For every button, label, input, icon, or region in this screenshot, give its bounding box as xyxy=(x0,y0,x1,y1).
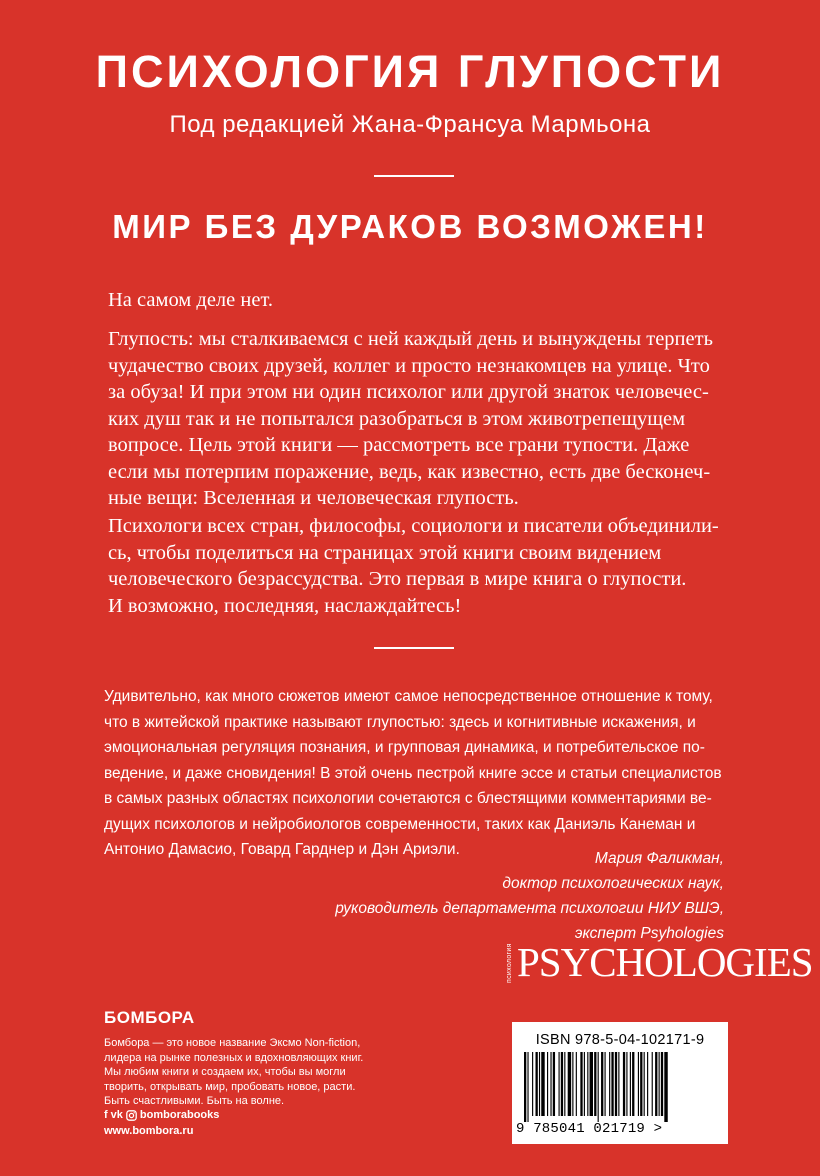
body-paragraph-2: Глупость: мы сталкиваемся с ней каждый день и вынуждены терпеть чудачество своих друзей, коллег и просто незнакомцев на улице. Что за обуза! И при этом ни один психолог или другой знаток человечес- ких душ так и не попытался разобраться в этом животрепещущем вопросе. Цель этой книги — рассмотреть все грани тупости. Даже если мы потерпим поражение, ведь, как известно, есть две бесконеч- ные вещи: Вселенная и человеческая глупость. xyxy=(108,328,713,509)
facebook-icon[interactable]: f xyxy=(104,1109,108,1121)
logo-big-text: PSYCHOLOGIES xyxy=(517,939,813,985)
isbn-label: ISBN 978-5-04-102171-9 xyxy=(535,1032,705,1048)
barcode-icon xyxy=(524,1052,716,1122)
book-editor: Под редакцией Жана-Франсуа Мармьона xyxy=(169,111,651,138)
social-handle[interactable]: bomborabooks xyxy=(139,1109,220,1121)
social-links xyxy=(104,1109,219,1121)
publisher-website[interactable]: www.bombora.ru xyxy=(104,1125,194,1137)
book-title: ПСИХОЛОГИЯ ГЛУПОСТИ xyxy=(95,46,725,97)
barcode-digits: 9 785041 021719 > xyxy=(516,1121,663,1137)
middle-divider xyxy=(374,647,454,649)
instagram-icon[interactable] xyxy=(126,1110,137,1121)
review-author: Мария Фаликман, xyxy=(594,850,724,867)
publisher-name: БОМБОРА xyxy=(104,1008,195,1027)
body-paragraph-3: Психологи всех стран, философы, социологи и писатели объединили- сь, чтобы поделиться на страницах этой книги своим видением человеческого безрассудства. Это первая в мире книга о глупости. И возможно, последняя, наслаждайтесь! xyxy=(108,515,719,617)
body-paragraph-1: На самом деле нет. xyxy=(108,289,274,311)
review-role-3: эксперт Psyhologies xyxy=(574,925,724,942)
review-quote: Удивительно, как много сюжетов имеют самое непосредственное отношение к тому, что в житейской практике называют глупостью: здесь и когнитивные искажения, и эмоциональная регуляция познания, и групповая динамика, и потребительское по- ведение, и даже сновидения! В этой очень пестрой книге эссе и статьи специалистов в самых разных областях психологии сочетаются с блестящими комментариями ве- дущих психологов и нейробиологов современности, таких как Даниэль Канеман и Антонио Дамасио, Говард Гарднер и Дэн Ариэли. xyxy=(104,688,722,858)
tagline: МИР БЕЗ ДУРАКОВ ВОЗМОЖЕН! xyxy=(112,208,708,245)
review-signature xyxy=(224,846,724,946)
logo-small-text: психология xyxy=(506,943,513,983)
review-role-2: руководитель департамента психологии НИУ ВШЭ, xyxy=(335,900,724,917)
vk-icon[interactable]: vk xyxy=(110,1109,123,1121)
review-role-1: доктор психологических наук, xyxy=(502,875,724,892)
psychologies-logo xyxy=(506,939,813,986)
isbn-barcode-box xyxy=(512,1022,728,1144)
top-divider xyxy=(374,175,454,177)
publisher-description: Бомбора — это новое название Эксмо Non-fiction, лидера на рынке полезных и вдохновляющих книг. Мы любим книги и создаем их, чтобы вы могли творить, открывать мир, пробовать новое, расти. Быть счастливыми. Быть на волне. xyxy=(104,1037,364,1107)
